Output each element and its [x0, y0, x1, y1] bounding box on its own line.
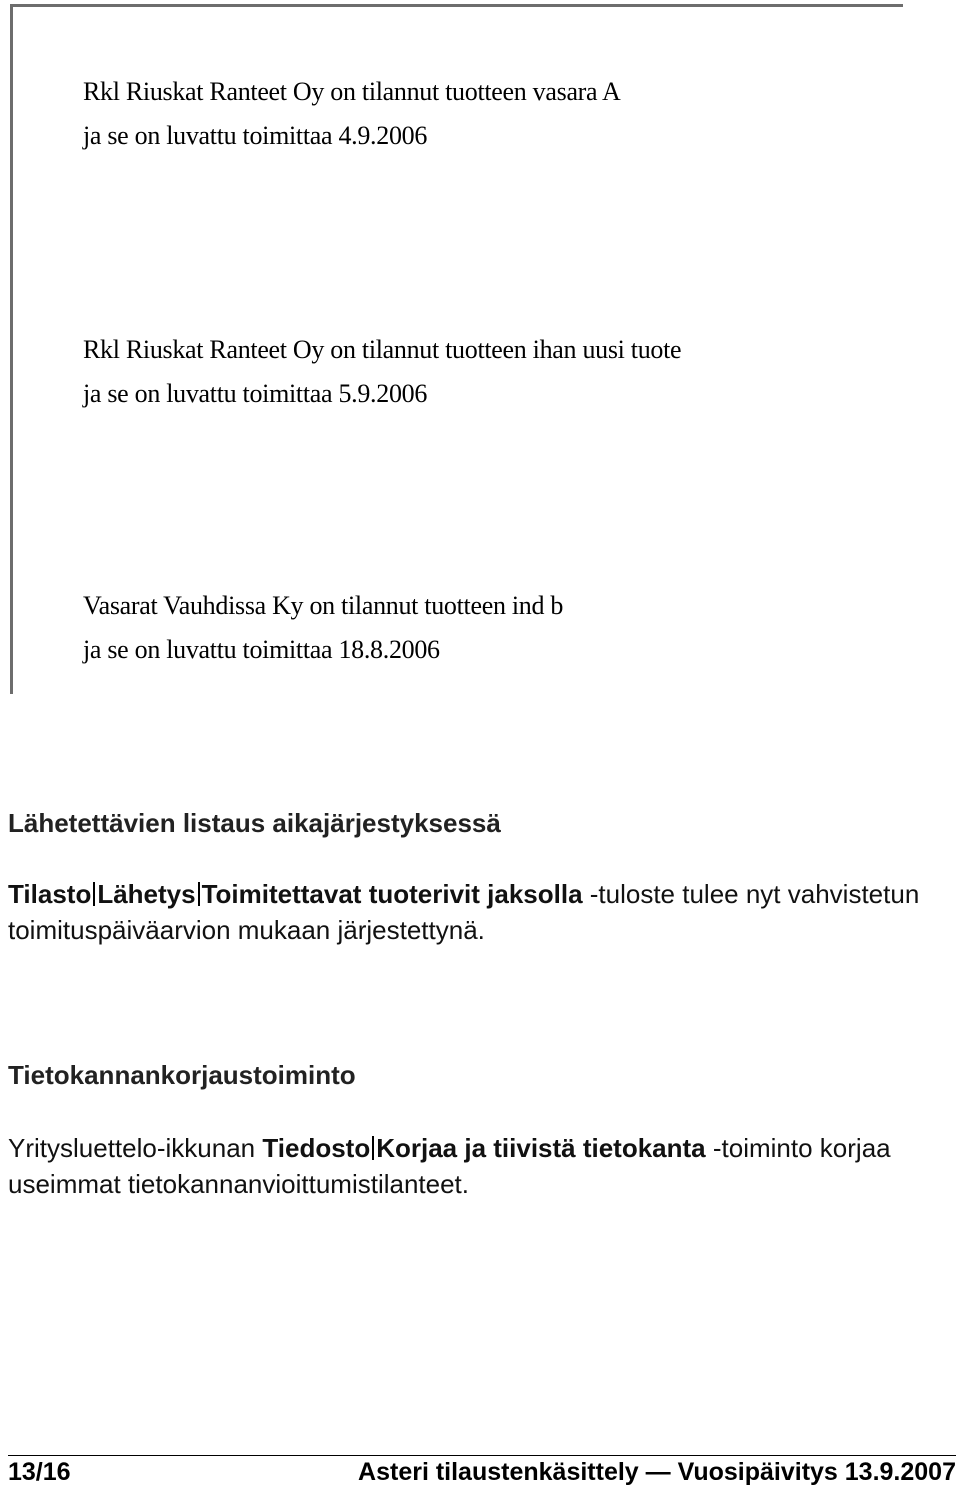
- menu-path-item: Tiedosto: [262, 1133, 371, 1163]
- menu-separator: [93, 882, 95, 906]
- embedded-screenshot: [10, 4, 903, 694]
- menu-path-item: Lähetys: [97, 879, 196, 909]
- section-paragraph: [8, 1130, 953, 1202]
- section-heading: Lähetettävien listaus aikajärjestyksessä: [8, 808, 501, 838]
- section-heading: Tietokannankorjaustoiminto: [8, 1060, 356, 1090]
- page-footer: [8, 1458, 956, 1488]
- footer-title: Asteri tilaustenkäsittely — Vuosipäivitys 13.9.2007: [358, 1458, 956, 1486]
- paragraph-text: -tuloste tulee nyt vahvistetun toimituspäiväarvion mukaan järjestettynä.: [8, 879, 920, 945]
- footer-divider: [8, 1455, 956, 1456]
- section-paragraph: [8, 876, 953, 948]
- paragraph-text: Yritysluettelo-ikkunan: [8, 1133, 263, 1163]
- order-line: Vasarat Vauhdissa Ky on tilannut tuotteen ind b: [83, 591, 564, 620]
- order-line: Rkl Riuskat Ranteet Oy on tilannut tuotteen vasara A: [83, 77, 621, 106]
- page-number: 13/16: [8, 1458, 71, 1486]
- paragraph-text: -toiminto korjaa useimmat tietokannanvioittumistilanteet.: [8, 1133, 891, 1199]
- menu-separator: [198, 882, 200, 906]
- order-line: ja se on luvattu toimittaa 5.9.2006: [83, 379, 428, 408]
- menu-path-item: Korjaa ja tiivistä tietokanta: [376, 1133, 706, 1163]
- order-line: ja se on luvattu toimittaa 4.9.2006: [83, 121, 428, 150]
- menu-path-item: Tilasto: [8, 879, 92, 909]
- menu-path-item: Toimitettavat tuoterivit jaksolla: [201, 879, 583, 909]
- order-line: Rkl Riuskat Ranteet Oy on tilannut tuotteen ihan uusi tuote: [83, 335, 682, 364]
- order-line: ja se on luvattu toimittaa 18.8.2006: [83, 635, 440, 664]
- menu-separator: [372, 1136, 374, 1160]
